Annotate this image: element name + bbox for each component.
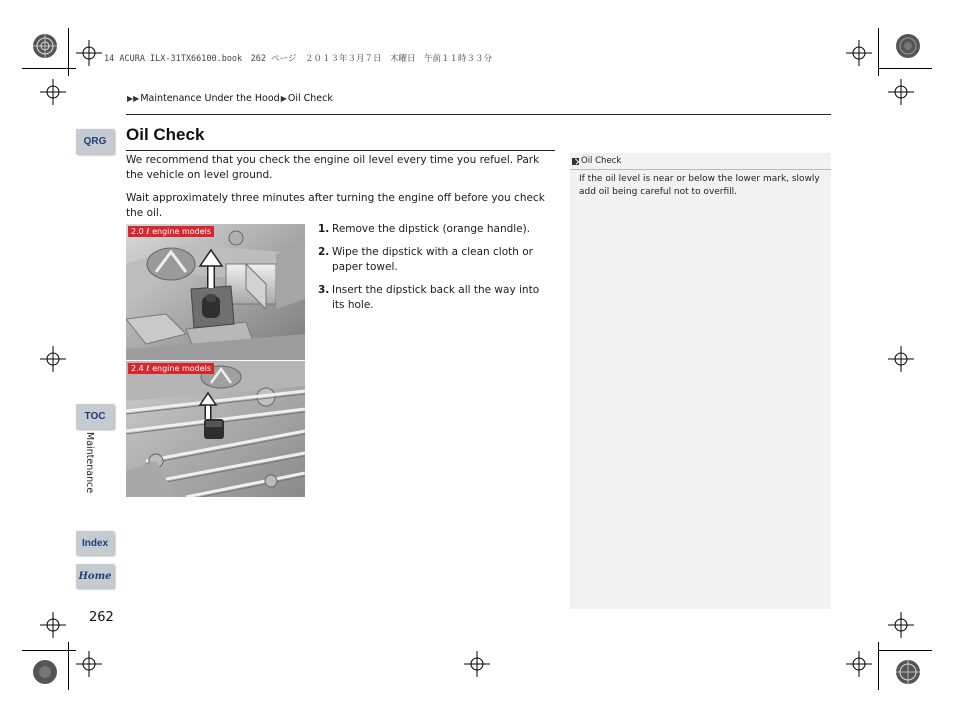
note-icon (572, 158, 579, 165)
breadcrumb-section-link[interactable]: Maintenance Under the Hood (140, 93, 280, 104)
list-item (318, 283, 550, 313)
step-number: 1. (318, 223, 330, 235)
registration-mark-icon (893, 657, 923, 687)
note-text: If the oil level is near or below the lower mark, slowly add oil being careful not to overfill. (579, 174, 820, 197)
crosshair-target-icon (40, 79, 66, 105)
note-title: Oil Check (581, 156, 622, 166)
engine-model-label: 2.0 ℓ engine models (128, 226, 214, 237)
list-item (318, 245, 550, 275)
breadcrumb (126, 93, 333, 104)
index-tab-button[interactable]: Index (76, 531, 114, 555)
intro-paragraph: We recommend that you check the engine oil level every time you refuel. Park the vehicle on level ground. (126, 154, 540, 181)
breadcrumb-arrow-icon: ▶▶ (127, 94, 140, 103)
crosshair-target-icon (76, 40, 102, 66)
step-text: Remove the dipstick (orange handle). (332, 223, 531, 235)
page-title: Oil Check (126, 125, 205, 144)
engine-illustration (126, 361, 305, 497)
step-text: Insert the dipstick back all the way into its hole. (332, 284, 540, 311)
engine-photo-2-0 (126, 224, 305, 360)
crosshair-target-icon (846, 651, 872, 677)
step-number: 3. (318, 284, 330, 296)
breadcrumb-current-page: Oil Check (287, 93, 333, 104)
registration-mark-icon (30, 31, 60, 61)
page-number: 262 (89, 610, 114, 625)
section-label: Maintenance (84, 432, 95, 494)
header-divider (126, 114, 831, 115)
registration-mark-icon (893, 31, 923, 61)
home-tab-button[interactable]: Home (76, 564, 114, 588)
engine-model-label: 2.4 ℓ engine models (128, 363, 214, 374)
intro-paragraph: Wait approximately three minutes after turning the engine off before you check the oil. (126, 192, 545, 219)
crosshair-target-icon (888, 612, 914, 638)
breadcrumb-separator-icon: ▶ (280, 94, 287, 103)
title-divider (126, 150, 555, 151)
engine-photo-2-4 (126, 361, 305, 497)
crosshair-target-icon (40, 612, 66, 638)
print-header: 14 ACURA ILX-31TX66100.book 262 ページ ２０１３年３月７日 木曜日 午前１１時３３分 (104, 54, 492, 64)
registration-mark-icon (30, 657, 60, 687)
crosshair-target-icon (888, 79, 914, 105)
step-number: 2. (318, 246, 330, 258)
crosshair-target-icon (846, 40, 872, 66)
crosshair-target-icon (464, 651, 490, 677)
step-text: Wipe the dipstick with a clean cloth or paper towel. (332, 246, 533, 273)
sidebar-note (570, 153, 831, 609)
step-list (318, 222, 550, 321)
crosshair-target-icon (40, 346, 66, 372)
engine-illustration (126, 224, 305, 360)
crosshair-target-icon (76, 651, 102, 677)
crosshair-target-icon (888, 346, 914, 372)
list-item (318, 222, 550, 237)
toc-tab-button[interactable]: TOC (76, 404, 114, 429)
note-header (570, 153, 831, 170)
qrg-tab-button[interactable]: QRG (76, 129, 114, 154)
